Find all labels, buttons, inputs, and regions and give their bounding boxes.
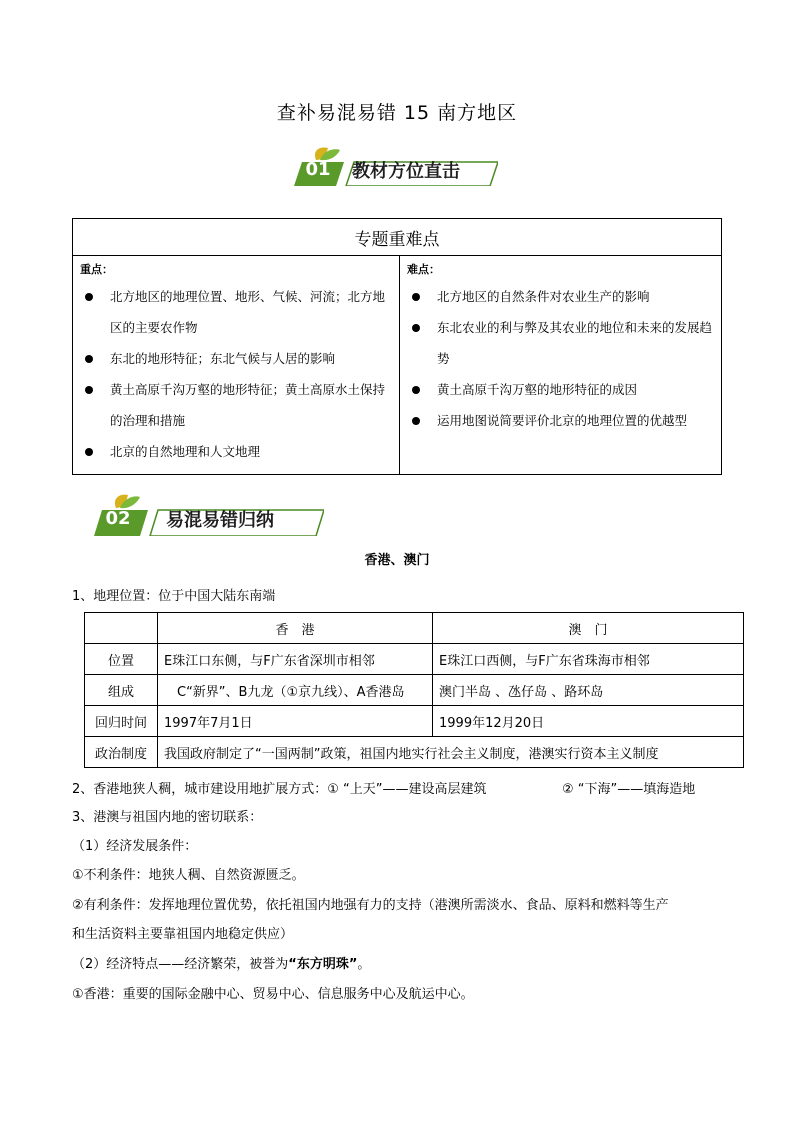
- hk-macau-table: [84, 612, 744, 768]
- paragraph: 3、港澳与祖国内地的密切联系：: [72, 810, 263, 825]
- table-cell: 澳门半岛 、氹仔岛 、路环岛: [433, 675, 744, 706]
- list-item: 东北的地形特征；东北气候与人居的影响: [80, 343, 392, 374]
- paragraph: ② “下海”——填海造地: [562, 782, 696, 797]
- paragraph: 2、香港地狭人稠，城市建设用地扩展方式：① “上天”——建设高层建筑: [72, 782, 487, 797]
- table-row: [85, 706, 744, 737]
- emphasis: “东方明珠”: [288, 957, 358, 972]
- key-points-cell: [73, 256, 400, 475]
- column-header: 香 港: [158, 613, 433, 644]
- table-cell: E珠江口东侧，与F广东省深圳市相邻: [158, 644, 433, 675]
- table-cell: 1997年7月1日: [158, 706, 433, 737]
- text: 。: [357, 957, 371, 972]
- table-cell: E珠江口西侧，与F广东省珠海市相邻: [433, 644, 744, 675]
- section-number: 02: [105, 508, 131, 529]
- list-item: 北京的自然地理和人文地理: [80, 436, 392, 467]
- table-row: [85, 737, 744, 768]
- key-points-table: [72, 218, 722, 475]
- paragraph: ②有利条件：发挥地理位置优势，依托祖国内地强有力的支持（港澳所需淡水、食品、原料和燃料等生产: [72, 898, 669, 913]
- paragraph: ①香港：重要的国际金融中心、贸易中心、信息服务中心及航运中心。: [72, 987, 474, 1002]
- row-label: 位置: [85, 644, 158, 675]
- list-item: 北方地区的自然条件对农业生产的影响: [407, 281, 714, 312]
- page-title: 查补易混易错 15 南方地区: [276, 102, 518, 124]
- paragraph: 和生活资料主要靠祖国内地稳定供应）: [72, 927, 294, 942]
- paragraph: 1、地理位置：位于中国大陆东南端: [72, 589, 276, 604]
- row-label: 政治制度: [85, 737, 158, 768]
- table-heading: 专题重难点: [73, 219, 722, 256]
- table-cell: [85, 613, 158, 644]
- row-label: 回归时间: [85, 706, 158, 737]
- table-cell: 1999年12月20日: [433, 706, 744, 737]
- paragraph: （1）经济发展条件：: [72, 839, 198, 854]
- subheading: 香港、澳门: [364, 553, 430, 568]
- difficult-points-cell: [400, 256, 722, 475]
- section-badge-01: [292, 146, 498, 186]
- table-cell: 我国政府制定了“一国两制”政策，祖国内地实行社会主义制度，港澳实行资本主义制度: [158, 737, 744, 768]
- column-header: 澳 门: [433, 613, 744, 644]
- section-label: 易混易错归纳: [166, 510, 274, 531]
- key-points-label: 重点：: [80, 263, 113, 276]
- section-label: 教材方位直击: [352, 161, 460, 182]
- list-item: 黄土高原千沟万壑的地形特征的成因: [407, 374, 714, 405]
- list-item: 运用地图说简要评价北京的地理位置的优越型: [407, 405, 714, 436]
- difficult-points-label: 难点：: [407, 263, 440, 276]
- paragraph: ①不利条件：地狭人稠、自然资源匮乏。: [72, 868, 305, 883]
- table-row: [85, 675, 744, 706]
- section-badge-02: [92, 492, 324, 532]
- list-item: 东北农业的利与弊及其农业的地位和未来的发展趋势: [407, 312, 714, 374]
- text: （2）经济特点——经济繁荣，被誉为: [72, 957, 289, 972]
- paragraph: [72, 953, 370, 972]
- list-item: 北方地区的地理位置、地形、气候、河流；北方地区的主要农作物: [80, 281, 392, 343]
- section-number: 01: [305, 159, 331, 180]
- table-row: [85, 644, 744, 675]
- row-label: 组成: [85, 675, 158, 706]
- list-item: 黄土高原千沟万壑的地形特征；黄土高原水土保持的治理和措施: [80, 374, 392, 436]
- table-cell: C“新界”、B九龙（①京九线）、A香港岛: [158, 675, 433, 706]
